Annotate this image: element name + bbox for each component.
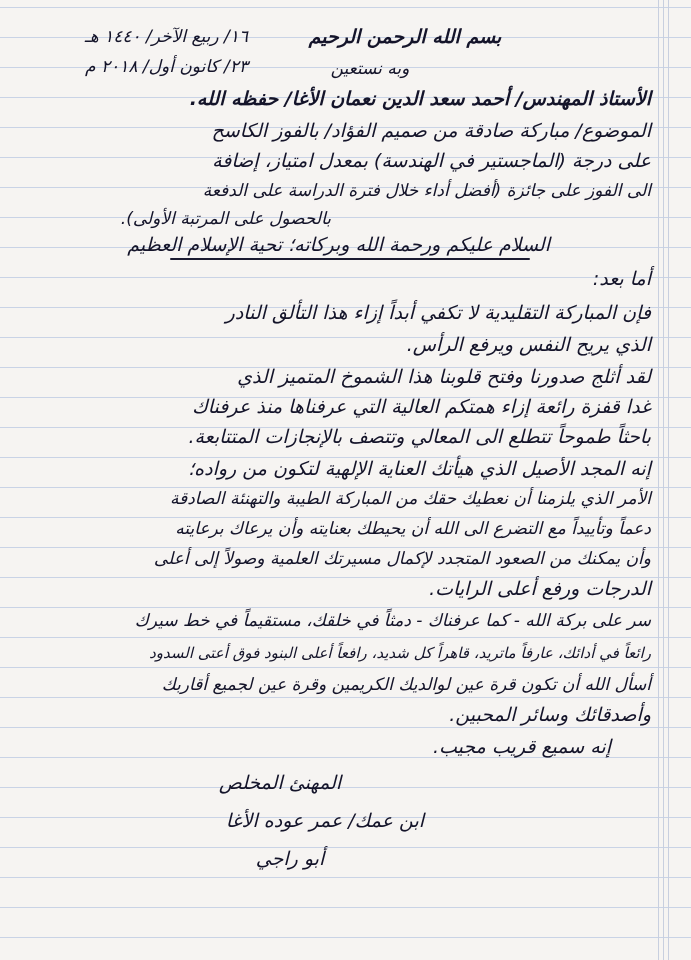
body-line: إنه المجد الأصيل الذي هيأتك العناية الإلهية لتكون من رواده؛ bbox=[188, 458, 651, 480]
body-line: وأن يمكنك من الصعود المتجدد لإكمال مسيرتك العلمية وصولاً إلى أعلى bbox=[153, 549, 651, 569]
date-hijri: ١٦/ ربيع الآخر/ ١٤٤٠ هـ bbox=[84, 27, 248, 47]
invocation: وبه نستعين bbox=[330, 59, 410, 79]
subject-line: بالحصول على المرتبة الأولى). bbox=[120, 209, 331, 229]
body-line: الدرجات ورفع أعلى الرايات. bbox=[429, 578, 651, 600]
body-line: باحثاً طموحاً تتطلع الى المعالي وتتصف بالإنجازات المتتابعة. bbox=[188, 426, 651, 448]
signature-kunya: أبو راجي bbox=[255, 848, 325, 870]
basmala: بسم الله الرحمن الرحيم bbox=[308, 26, 502, 48]
greeting-underline bbox=[170, 258, 530, 260]
body-line: الذي يريح النفس ويرفع الرأس. bbox=[406, 334, 651, 356]
body-line: وأصدقائك وسائر المحبين. bbox=[449, 704, 651, 726]
margin-rule bbox=[663, 0, 664, 960]
body-line: رائعاً في أدائك، عارفاً ماتريد، قاهراً كل شديد، رافعاً أعلى البنود فوق أعتى السدود bbox=[149, 644, 651, 662]
body-line: غدا قفزة رائعة إزاء همتكم العالية التي عرفناها منذ عرفناك bbox=[192, 396, 651, 418]
body-line: سر على بركة الله - كما عرفناك - دمثاً في خلقك، مستقيماً في خط سيرك bbox=[134, 611, 651, 631]
amma-baad: أما بعد: bbox=[592, 268, 651, 290]
subject-line: على درجة (الماجستير في الهندسة) بمعدل امتياز، إضافة bbox=[212, 150, 651, 172]
signature-name: ابن عمك/ عمر عوده الأغا bbox=[225, 810, 425, 832]
body-line: إنه سميع قريب مجيب. bbox=[432, 736, 611, 758]
body-line: فإن المباركة التقليدية لا تكفي أبداً إزاء هذا التألق النادر bbox=[225, 302, 651, 324]
body-line: لقد أثلج صدورنا وفتح قلوبنا هذا الشموخ المتميز الذي bbox=[237, 366, 651, 388]
margin-rule bbox=[668, 0, 669, 960]
body-line: أسأل الله أن تكون قرة عين لوالديك الكريمين وقرة عين لجميع أقاربك bbox=[161, 675, 651, 695]
greeting: السلام عليكم ورحمة الله وبركاته؛ تحية الإسلام العظيم bbox=[127, 234, 550, 256]
closing-title: المهنئ المخلص bbox=[218, 772, 342, 794]
body-line: دعماً وتأييداً مع التضرع الى الله أن يحيطك بعنايته وأن يرعاك برعايته bbox=[175, 519, 651, 539]
margin-rule bbox=[658, 0, 659, 960]
date-gregorian: ٢٣/ كانون أول/ ٢٠١٨ م bbox=[85, 57, 248, 77]
addressee: الأستاذ المهندس/ أحمد سعد الدين نعمان الأغا/ حفظه الله. bbox=[189, 88, 651, 110]
subject-line: الموضوع/ مباركة صادقة من صميم الفؤاد/ بالفوز الكاسح bbox=[211, 120, 651, 142]
body-line: الأمر الذي يلزمنا أن نعطيك حقك من المباركة الطيبة والتهنئة الصادقة bbox=[169, 489, 651, 509]
subject-line: الى الفوز على جائزة (أفضل أداء خلال فترة الدراسة على الدفعة bbox=[202, 181, 651, 201]
